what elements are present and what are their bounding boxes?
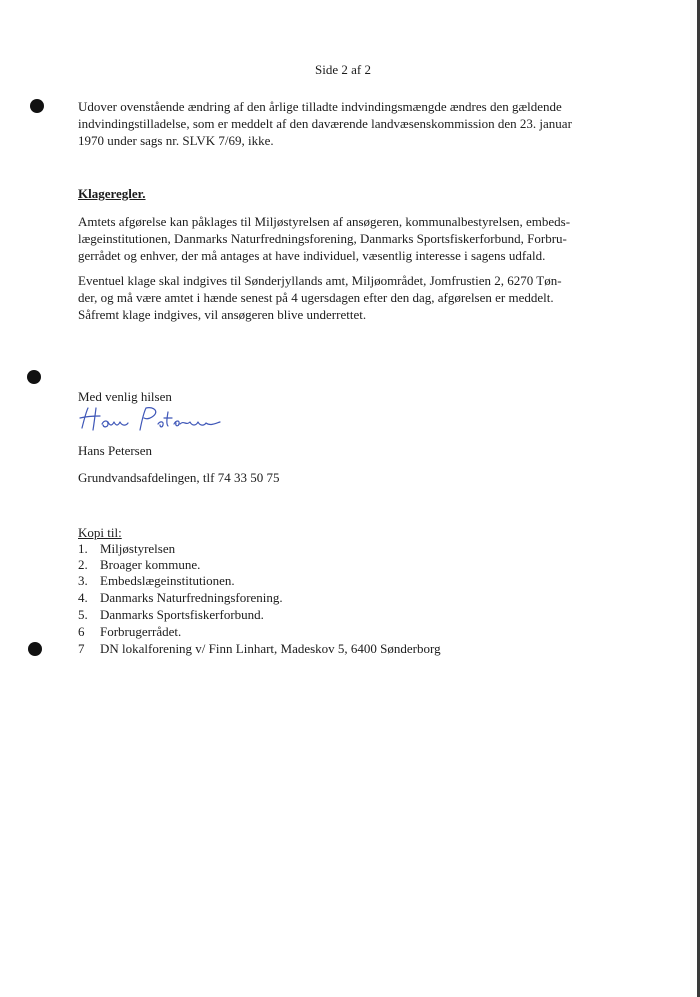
signatory-name: Hans Petersen [78,443,153,458]
appeal-line: der, og må være amtet i hænde senest på 4 ugersdagen efter den dag, afgørelsen er meddelt. [78,290,554,305]
appeal-paragraph-1 [78,213,618,264]
handwritten-signature [74,404,234,434]
appeal-paragraph-2 [78,272,618,323]
item-number: 4. [78,590,88,605]
appeal-line: Såfremt klage indgives, vil ansøgeren blive underrettet. [78,307,367,322]
intro-paragraph [78,98,618,149]
item-text: Danmarks Naturfredningsforening. [100,590,283,605]
appeal-line: gerrådet og enhver, der må antages at have individuel, væsentlig interesse i sagens udfald. [78,248,546,263]
appeal-line: Eventuel klage skal indgives til Sønderjyllands amt, Miljøområdet, Jomfrustien 2, 6270 Tøn- [78,273,562,288]
item-text: DN lokalforening v/ Finn Linhart, Madeskov 5, 6400 Sønderborg [100,641,441,656]
appeal-line: Amtets afgørelse kan påklages til Miljøstyrelsen af ansøgeren, kommunalbestyrelsen, embeds- [78,214,571,229]
intro-line: 1970 under sags nr. SLVK 7/69, ikke. [78,133,274,148]
appeal-heading: Klageregler. [78,186,146,201]
intro-line: indvindingstilladelse, som er meddelt af den daværende landvæsenskommission den 23. januar [78,116,572,131]
appeal-line: lægeinstitutionen, Danmarks Naturfredningsforening, Danmarks Sportsfiskerforbund, Forbru- [78,231,567,246]
item-number: 3. [78,573,88,588]
punch-hole-bottom [28,642,42,656]
intro-line: Udover ovenstående ændring af den årlige tilladte indvindingsmængde ændres den gældende [78,99,562,114]
copies-heading: Kopi til: [78,525,122,540]
item-text: Broager kommune. [100,557,201,572]
punch-hole-middle [27,370,41,384]
item-text: Danmarks Sportsfiskerforbund. [100,607,264,622]
item-text: Forbrugerrådet. [100,624,182,639]
department-phone: Grundvandsafdelingen, tlf 74 33 50 75 [78,470,280,485]
item-text: Miljøstyrelsen [100,541,176,556]
punch-hole-top [30,99,44,113]
item-number: 1. [78,541,88,556]
item-number: 7 [78,641,85,656]
item-text: Embedslægeinstitutionen. [100,573,235,588]
closing-greeting: Med venlig hilsen [78,389,172,404]
item-number: 2. [78,557,88,572]
page-number: Side 2 af 2 [315,62,371,77]
item-number: 6 [78,624,85,639]
item-number: 5. [78,607,88,622]
